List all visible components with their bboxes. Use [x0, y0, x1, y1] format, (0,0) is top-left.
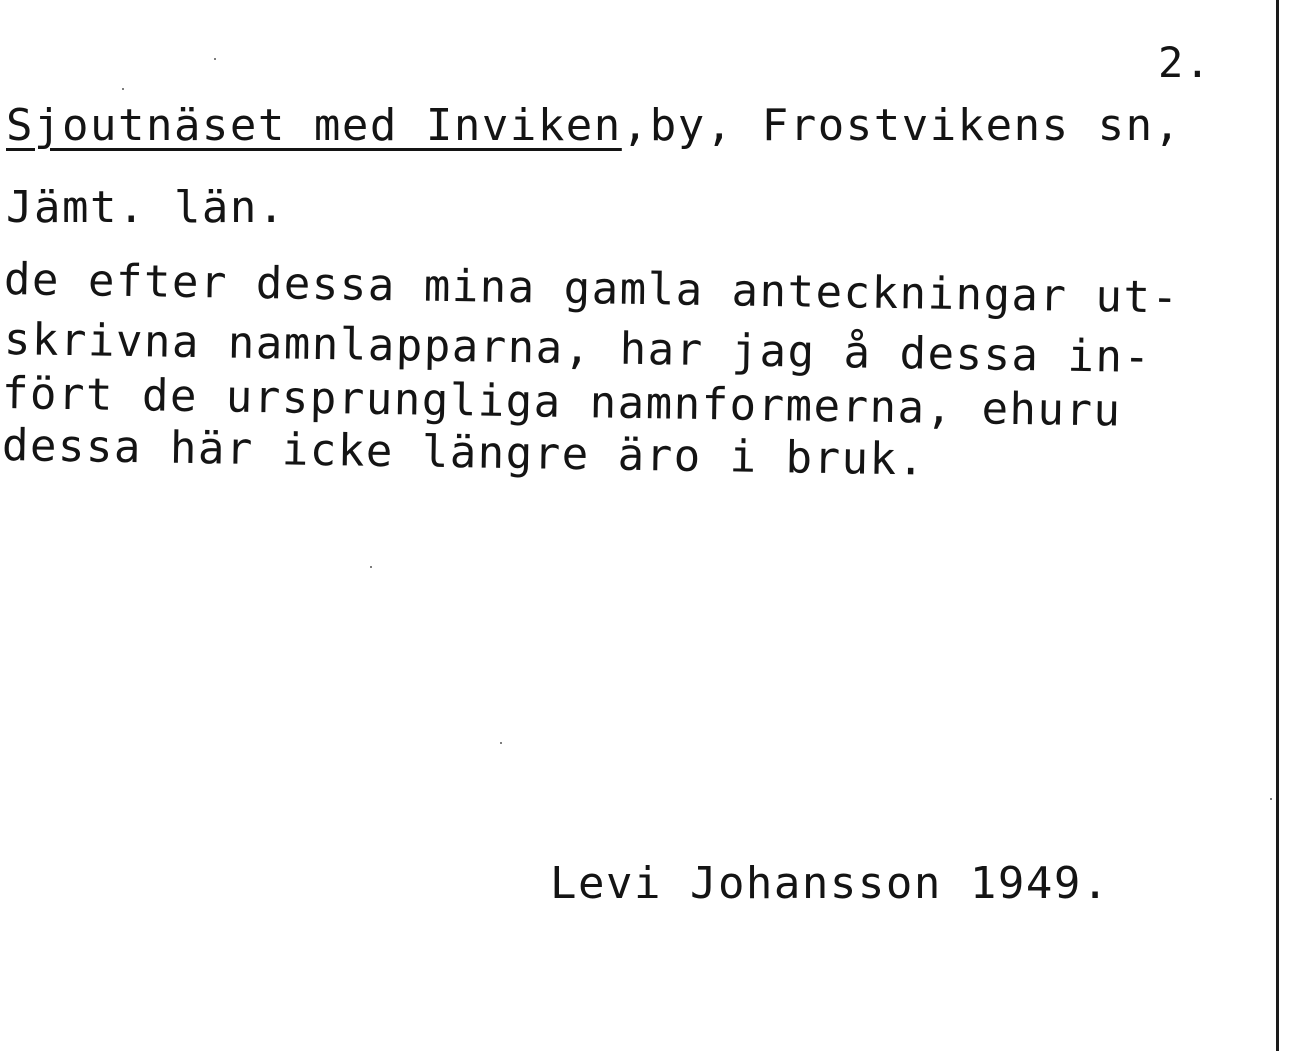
- header-line-2: Jämt. län.: [6, 182, 286, 233]
- card-right-edge: [1276, 0, 1279, 1051]
- body-line: fört de ursprungliga namnformerna, ehuru: [1, 368, 1122, 437]
- place-details: ,by, Frostvikens sn,: [621, 100, 1182, 151]
- header-line-1: [6, 100, 1182, 151]
- body-line: dessa här icke längre äro i bruk.: [1, 420, 926, 486]
- place-name: Sjoutnäset med Inviken: [6, 100, 622, 151]
- page-number: 2.: [1158, 38, 1212, 87]
- paper-speck: [500, 742, 502, 744]
- paper-speck: [122, 88, 124, 90]
- paper-speck: [370, 566, 372, 568]
- paper-speck: [214, 58, 216, 60]
- signature: Levi Johansson 1949.: [550, 858, 1110, 909]
- body-line: de efter dessa mina gamla anteckningar ut-: [3, 254, 1180, 324]
- body-line: skrivna namnlapparna, har jag å dessa in-: [3, 314, 1152, 384]
- paper-speck: [1270, 798, 1272, 800]
